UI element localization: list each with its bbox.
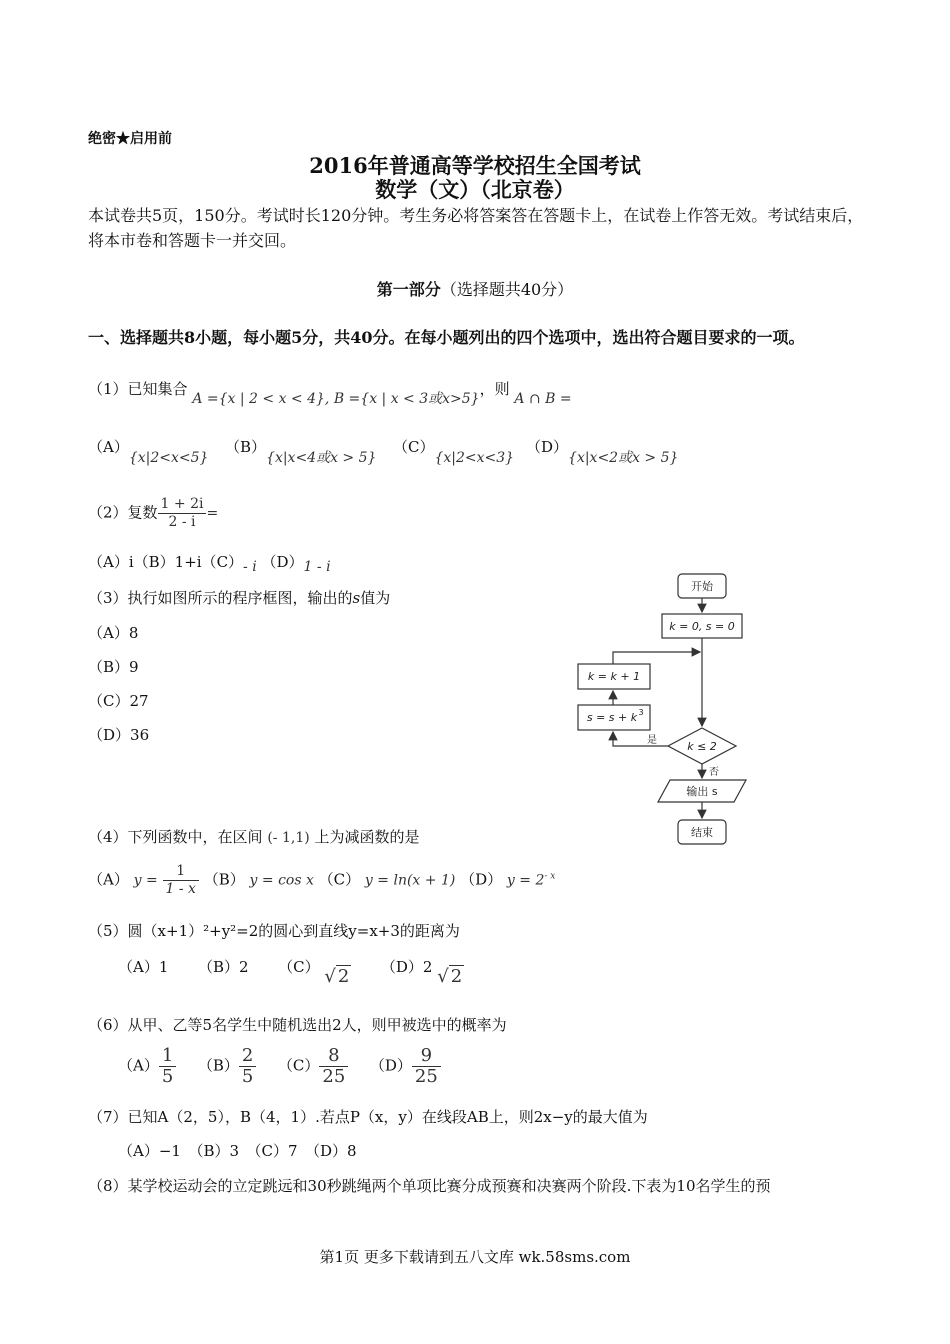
question-5-stem: （5）圆（x+1）²+y²=2的圆心到直线y=x+3的距离为: [88, 922, 460, 940]
question-6-options: （A） $\frac{1}{5}$ （B） $\frac{2}{5}$ （C） $\frac{8}{25}$ （D） $\frac{9}{25}$: [118, 1046, 441, 1087]
program-flowchart: [570, 568, 770, 853]
condition-label: k ≤ 2: [687, 740, 717, 753]
question-3-option-b: （B）9: [88, 658, 139, 676]
question-6-stem: （6）从甲、乙等5名学生中随机选出2人，则甲被选中的概率为: [88, 1016, 507, 1034]
question-1-option-d: （D）{x|x<2或x > 5}: [526, 438, 679, 466]
exponent-label: 3: [638, 708, 644, 717]
fraction: $\frac{1 + 2i}{2 - i}$: [158, 496, 207, 531]
exam-title: 2016年普通高等学校招生全国考试: [309, 153, 641, 178]
question-1-option-a: （A）{x|2<x<5}: [88, 438, 209, 466]
question-5-options: （A）1 （B）2 （C） √ 2 （D）2 √ 2: [118, 958, 463, 987]
question-7-options: （A）−1 （B）3 （C）7 （D）8: [118, 1142, 357, 1160]
init-label: k = 0, s = 0: [669, 620, 735, 633]
k-update-label: k = k + 1: [587, 670, 641, 683]
start-label: 开始: [691, 580, 713, 593]
question-1-option-c: （C）{x|2<x<3}: [393, 438, 515, 466]
page-footer: 第1页 更多下载请到五八文库 wk.58sms.com: [319, 1248, 631, 1266]
question-8-stem: （8）某学校运动会的立定跳远和30秒跳绳两个单项比赛分成预赛和决赛两个阶段.下表为10名学生的预: [88, 1177, 771, 1195]
fraction: $\frac{8}{25}$: [319, 1046, 348, 1087]
no-label: 否: [709, 767, 719, 778]
s-update-label: s = s + k: [586, 711, 638, 724]
output-label: 输出 s: [686, 785, 718, 798]
exam-instructions: 本试卷共5页，150分。考试时长120分钟。考生务必将答案答在答题卡上，在试卷上作答无效。考试结束后，将本市卷和答题卡一并交回。: [88, 206, 864, 250]
question-4-stem: （4）下列函数中，在区间 (- 1,1) 上为减函数的是: [88, 828, 420, 846]
question-2-options: （A）i（B）1+i（C）- i （D）1 - i: [88, 553, 331, 575]
question-2-stem: （2）复数 $\frac{1 + 2i}{2 - i}$ =: [88, 496, 219, 530]
end-label: 结束: [691, 826, 713, 839]
part-heading: 第一部分（选择题共40分）: [376, 280, 574, 299]
fraction: $\frac{1}{5}$: [159, 1046, 176, 1087]
question-3-option-a: （A）8: [88, 624, 139, 642]
question-3-option-d: （D）36: [88, 726, 150, 744]
fraction: $\frac{2}{5}$: [239, 1046, 256, 1087]
sqrt-2: √ 2: [437, 966, 463, 987]
question-7-stem: （7）已知A（2，5），B（4，1）.若点P（x，y）在线段AB上，则2x−y的最大值为: [88, 1108, 648, 1126]
question-3-stem: （3）执行如图所示的程序框图，输出的s值为: [88, 589, 391, 607]
question-1-stem: （1）已知集合 A ={x | 2 < x < 4}, B ={x | x < 3或x>5}，则 A ∩ B =: [88, 380, 572, 407]
exam-subtitle: 数学（文）（北京卷）: [375, 177, 575, 202]
fraction: $\frac{9}{25}$: [412, 1046, 441, 1087]
question-3-option-c: （C）27: [88, 692, 149, 710]
sqrt-2: √ 2: [324, 966, 350, 987]
question-4-options: （A） y = $\frac{1}{1 - x}$ （B） y = cos x （C） y = ln(x + 1) （D） $y = 2^{- x}$: [88, 863, 556, 897]
question-1-option-b: （B）{x|x<4或x > 5}: [225, 438, 377, 466]
section-heading: 一、选择题共8小题，每小题5分，共40分。在每小题列出的四个选项中，选出符合题目要求的一项。: [88, 328, 805, 347]
fraction: $\frac{1}{1 - x}$: [163, 863, 199, 898]
yes-label: 是: [647, 735, 657, 746]
secret-label: 绝密★启用前: [88, 131, 172, 147]
